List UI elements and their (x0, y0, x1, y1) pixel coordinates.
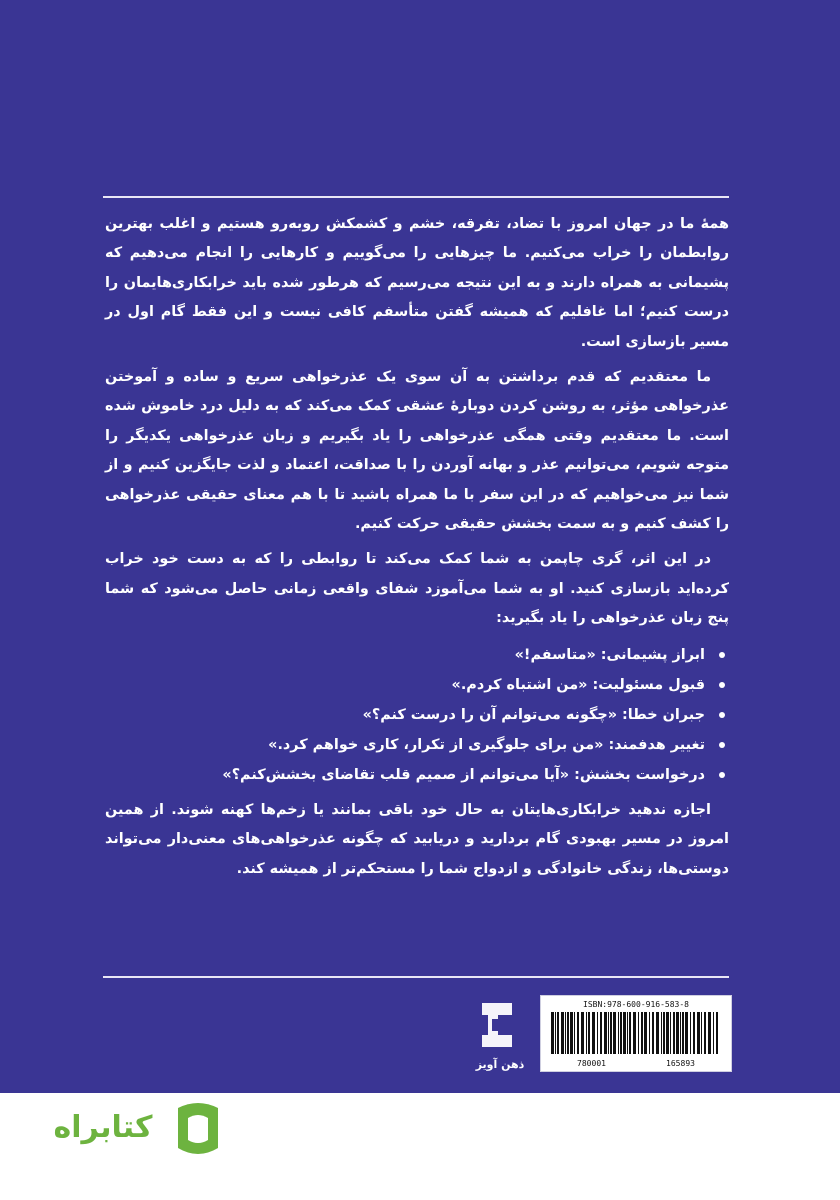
isbn-text: ISBN:978-600-916-583-8 (583, 1000, 689, 1009)
barcode-bar (685, 1012, 688, 1054)
barcode-bar (561, 1012, 564, 1054)
barcode-bar (588, 1012, 590, 1054)
closing-paragraph: اجازه ندهید خرابکاری‌هایتان به حال خود باقی بمانند یا زخم‌ها کهنه شوند. از همین امروز در مسیر بهبودی گام بردارید و دریابید که چگونه عذرخواهی‌های معنی‌دار می‌تواند دوستی‌ها، زندگی خانوادگی و ازدواج شما را مستحکم‌تر از همیشه کند. (105, 801, 729, 877)
barcode-bar (620, 1012, 622, 1054)
barcode-bars (551, 1012, 721, 1054)
barcode-bar (618, 1012, 619, 1054)
publisher-name: ذهن آویز (475, 1058, 525, 1071)
blurb (105, 210, 729, 890)
barcode-bar (570, 1012, 573, 1054)
barcode-bar (638, 1012, 639, 1054)
barcode-bar (701, 1012, 702, 1054)
barcode-bar (649, 1012, 650, 1054)
barcode-bar (704, 1012, 706, 1054)
barcode-bar (608, 1012, 609, 1054)
barcode-bar (577, 1012, 579, 1054)
publisher-mark-icon (468, 995, 532, 1055)
barcode (540, 995, 732, 1072)
list-item: جبران خطا: «چگونه می‌توانم آن را درست کنم؟» (105, 700, 705, 730)
ketabrah-logo (38, 1098, 228, 1162)
barcode-bar (641, 1012, 643, 1054)
barcode-bar (713, 1012, 714, 1054)
book-leaf-icon (168, 1098, 228, 1162)
paragraph-2: ما معتقدیم که قدم برداشتن به آن سوی یک عذرخواهی سریع و ساده و آموختن عذرخواهی مؤثر، به روشن کردن دوبارهٔ عشقی کمک می‌کند که به دلیل درد خاموش شده است. ما معتقدیم وقتی همگی عذرخواهی را یاد بگیریم و زبان عذرخواهی یکدیگر را متوجه شویم، می‌توانیم عذر و بهانه آوردن را با صداقت، اعتماد و لذت جایگزین کنیم و از شما نیز می‌خواهیم که در این سفر با ما همراه باشید تا با هم معنای حقیقی عذرخواهی را کشف کنیم و به سمت بخشش حقیقی حرکت کنیم. (105, 369, 729, 533)
barcode-bar (670, 1012, 671, 1054)
barcode-bar (690, 1012, 691, 1054)
paragraph-1: همهٔ ما در جهان امروز با تضاد، تفرقه، خشم و کشمکش روبه‌رو هستیم و اغلب بهترین روابطمان را خراب می‌کنیم. ما چیزهایی را می‌گوییم و کارهایی را انجام می‌دهیم که پشیمانی به همراه دارند و به این نتیجه می‌رسیم که هرطور شده باید خرابکاری‌هایمان را درست کنیم؛ اما غافلیم که همیشه گفتن متأسفم کافی نیست و این فقط گام اول در مسیر بازسازی است. (105, 216, 729, 350)
barcode-bar (663, 1012, 665, 1054)
ketabrah-wordmark: کتابراه (53, 1110, 153, 1145)
barcode-bar (597, 1012, 598, 1054)
barcode-bar (551, 1012, 554, 1054)
barcode-bar (586, 1012, 587, 1054)
barcode-bar (661, 1012, 662, 1054)
barcode-bar (656, 1012, 659, 1054)
barcode-bar (697, 1012, 700, 1054)
barcode-bar (610, 1012, 612, 1054)
paragraph-3: در این اثر، گری چاپمن به شما کمک می‌کند تا روابطی را که به دست خود خراب کرده‌اید بازسازی کنید. او به شما می‌آموزد شفای واقعی زمانی حاصل می‌شود که شما پنج زبان عذرخواهی را یاد بگیرید: (105, 551, 729, 627)
barcode-bar (666, 1012, 669, 1054)
list-item: ابراز پشیمانی: «متاسفم!» (105, 640, 705, 670)
list-item: درخواست بخشش: «آیا می‌توانم از صمیم قلب تقاضای بخشش‌کنم؟» (105, 760, 705, 790)
barcode-bar (627, 1012, 628, 1054)
barcode-bar (633, 1012, 636, 1054)
publisher-logo (468, 995, 532, 1075)
barcode-bar (555, 1012, 556, 1054)
barcode-bar (613, 1012, 616, 1054)
barcode-bar (676, 1012, 679, 1054)
barcode-bar (600, 1012, 602, 1054)
barcode-bar (716, 1012, 718, 1054)
barcode-bar (629, 1012, 631, 1054)
barcode-bar (708, 1012, 711, 1054)
barcode-bar (680, 1012, 681, 1054)
barcode-bar (574, 1012, 575, 1054)
list-item: تغییر هدفمند: «من برای جلوگیری از تکرار، کاری خواهم کرد.» (105, 730, 705, 760)
barcode-bar (567, 1012, 569, 1054)
barcode-bar (592, 1012, 595, 1054)
barcode-bar (673, 1012, 675, 1054)
barcode-bar (693, 1012, 695, 1054)
barcode-bar (623, 1012, 626, 1054)
barcode-bar (604, 1012, 607, 1054)
barcode-bar (644, 1012, 647, 1054)
barcode-bar (652, 1012, 654, 1054)
barcode-bar (581, 1012, 584, 1054)
barcode-bar (565, 1012, 566, 1054)
apology-languages-list (105, 640, 729, 790)
top-divider (103, 196, 729, 198)
list-item: قبول مسئولیت: «من اشتباه کردم.» (105, 670, 705, 700)
bottom-divider (103, 976, 729, 978)
barcode-bar (557, 1012, 559, 1054)
barcode-left-digits: 780001 (577, 1059, 606, 1068)
barcode-bar (682, 1012, 684, 1054)
barcode-right-digits: 165893 (666, 1059, 695, 1068)
